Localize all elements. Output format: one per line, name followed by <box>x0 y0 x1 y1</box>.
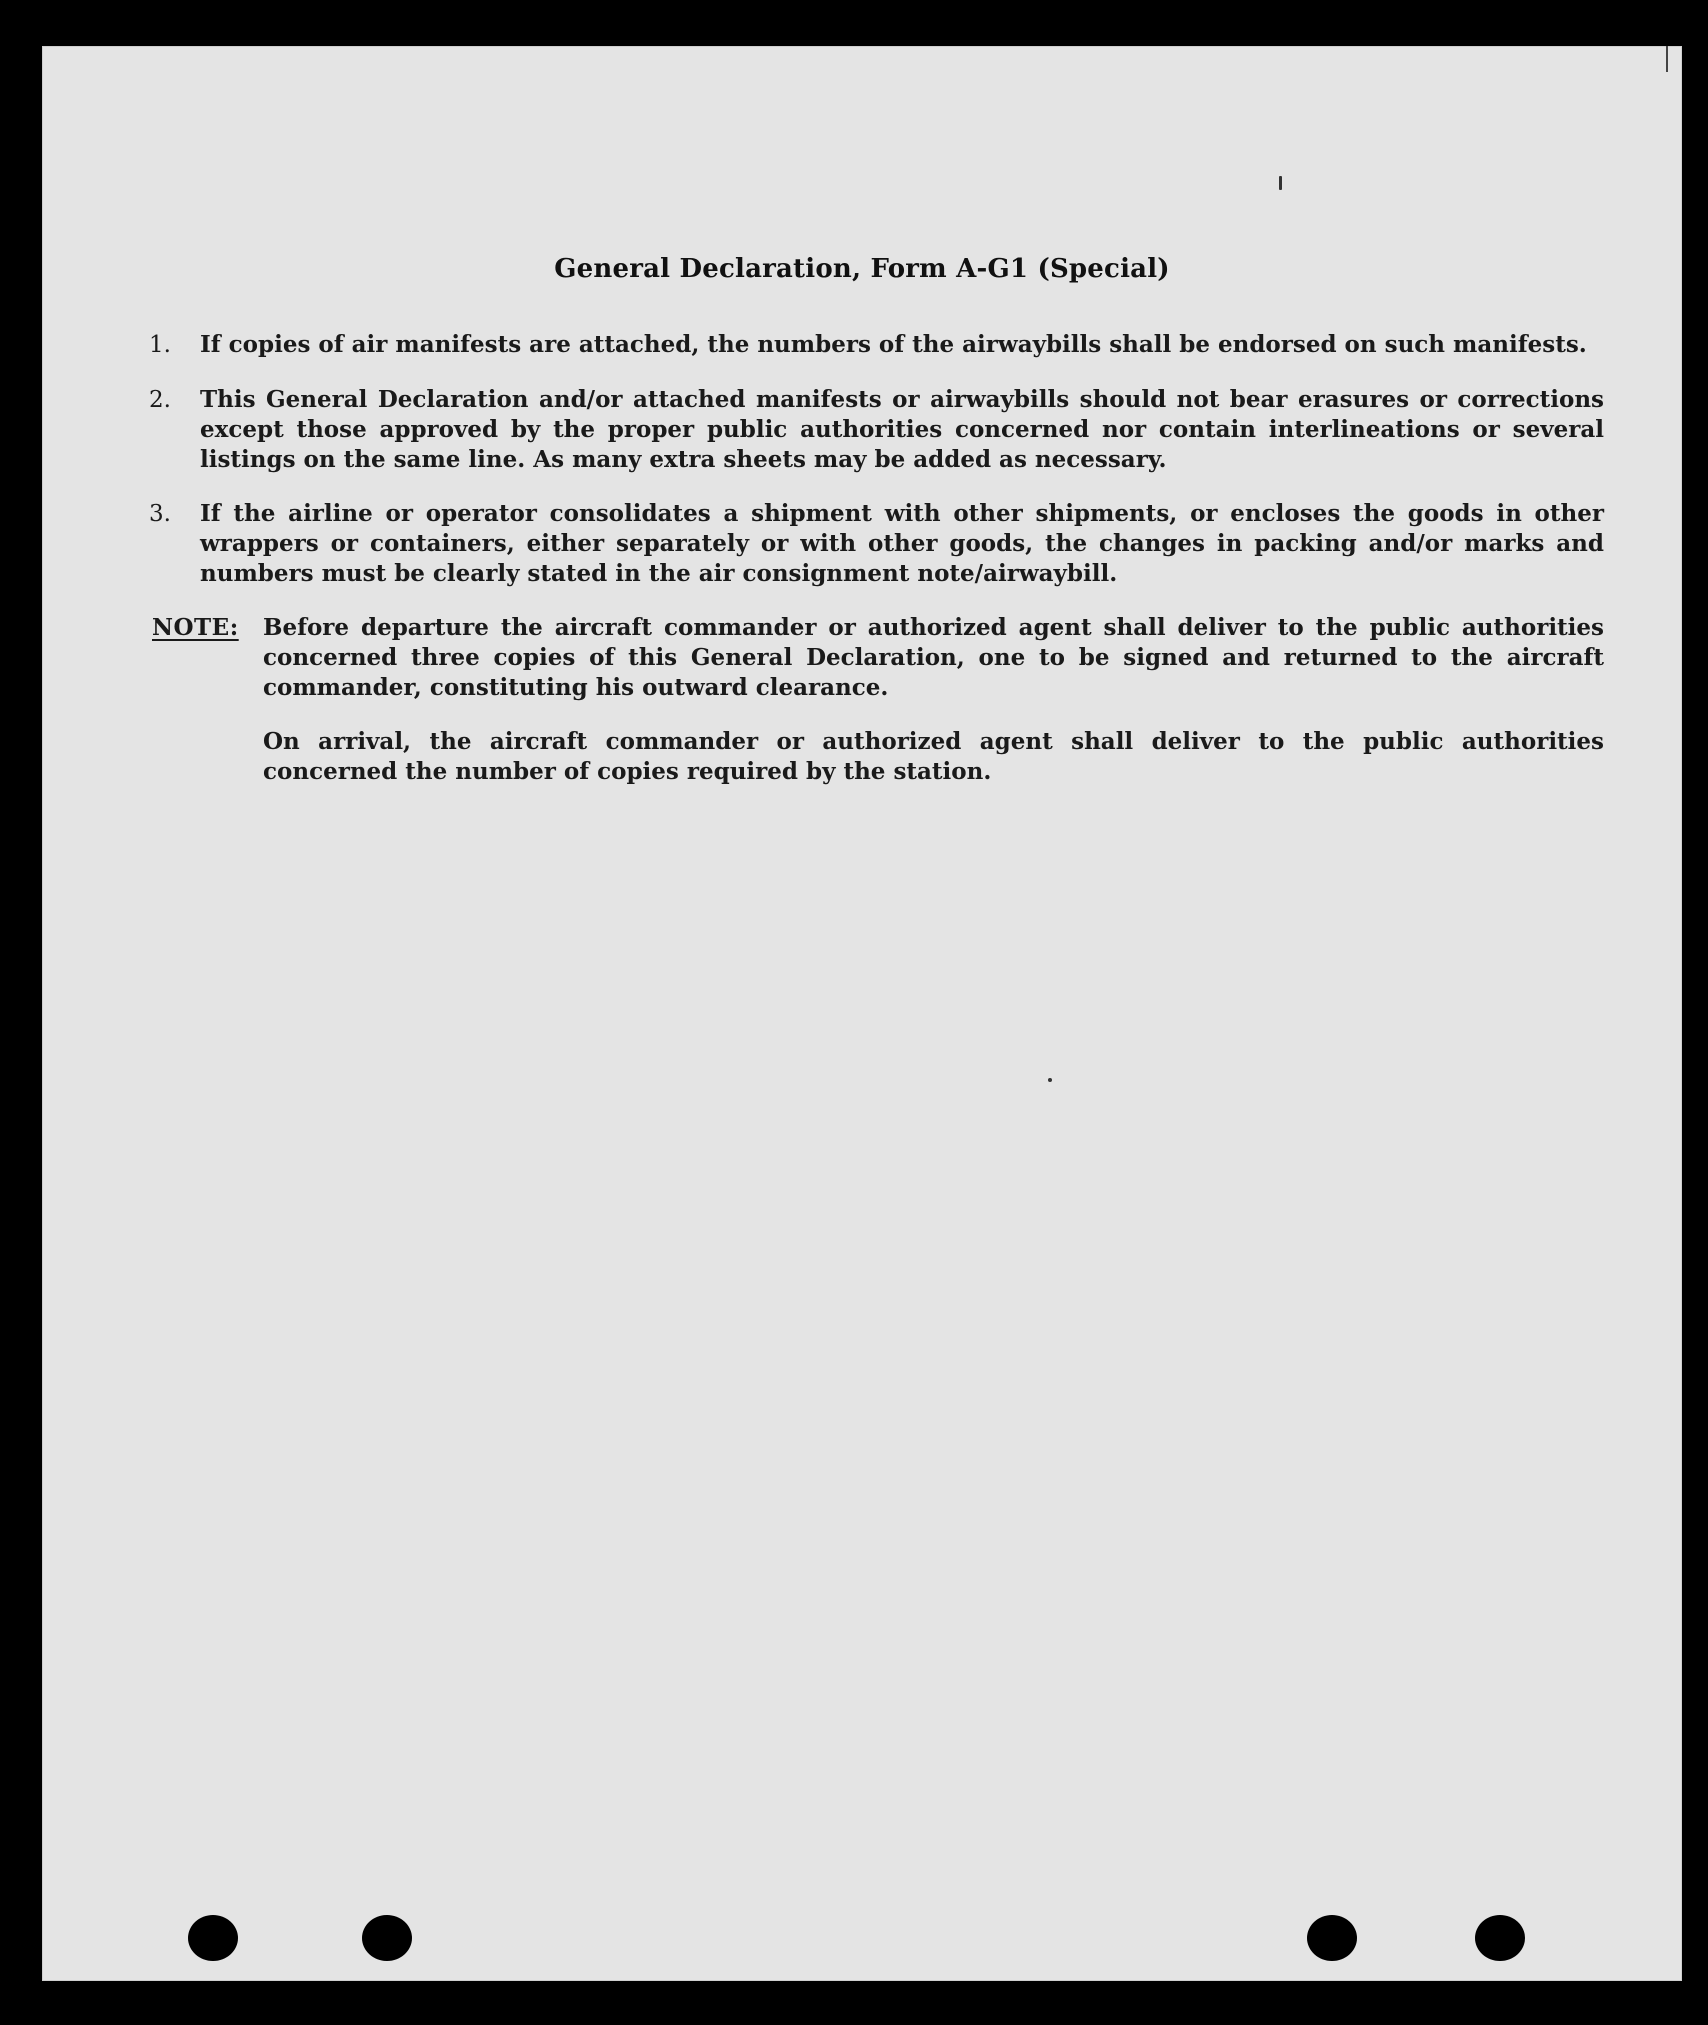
paper-speck <box>1279 176 1282 190</box>
list-item <box>42 330 1682 360</box>
note-paragraph: Before departure the aircraft commander or authorized agent shall deliver to the public authorities concerned three copies of this General Declaration, one to be signed and returned to the aircraft commander, constituting his outward clearance. <box>263 614 1604 701</box>
note-paragraph: On arrival, the aircraft commander or authorized agent shall deliver to the public authorities concerned the number of copies required by the station. <box>263 728 1604 785</box>
punch-hole-right-1 <box>1307 1915 1357 1961</box>
document-page <box>42 46 1682 1981</box>
item-text: If the airline or operator consolidates a shipment with other shipments, or encloses the goods in other wrappers or containers, either separately or with other goods, the changes in packing and/or marks and numbers must be clearly stated in the air consignment note/airwaybill. <box>200 500 1604 587</box>
list-item <box>42 499 1682 589</box>
item-text: This General Declaration and/or attached manifests or airwaybills should not bear erasures or corrections except those approved by the proper public authorities concerned nor contain interlineations or several listings on the same line. As many extra sheets may be added as necessary. <box>200 386 1604 473</box>
list-item <box>42 385 1682 475</box>
note-section <box>42 613 1682 813</box>
paper-speck <box>1048 1078 1052 1082</box>
item-number: 2. <box>149 387 171 413</box>
item-number: 1. <box>149 332 171 358</box>
item-text: If copies of air manifests are attached, the numbers of the airwaybills shall be endorsed on such manifests. <box>200 331 1587 358</box>
paper-edge-mark <box>1666 46 1668 72</box>
punch-hole-left-1 <box>188 1915 238 1961</box>
punch-hole-right-2 <box>1475 1915 1525 1961</box>
document-title: General Declaration, Form A-G1 (Special) <box>554 254 1170 284</box>
item-number: 3. <box>149 501 171 527</box>
note-label: NOTE: <box>152 614 239 641</box>
punch-hole-left-2 <box>362 1915 412 1961</box>
